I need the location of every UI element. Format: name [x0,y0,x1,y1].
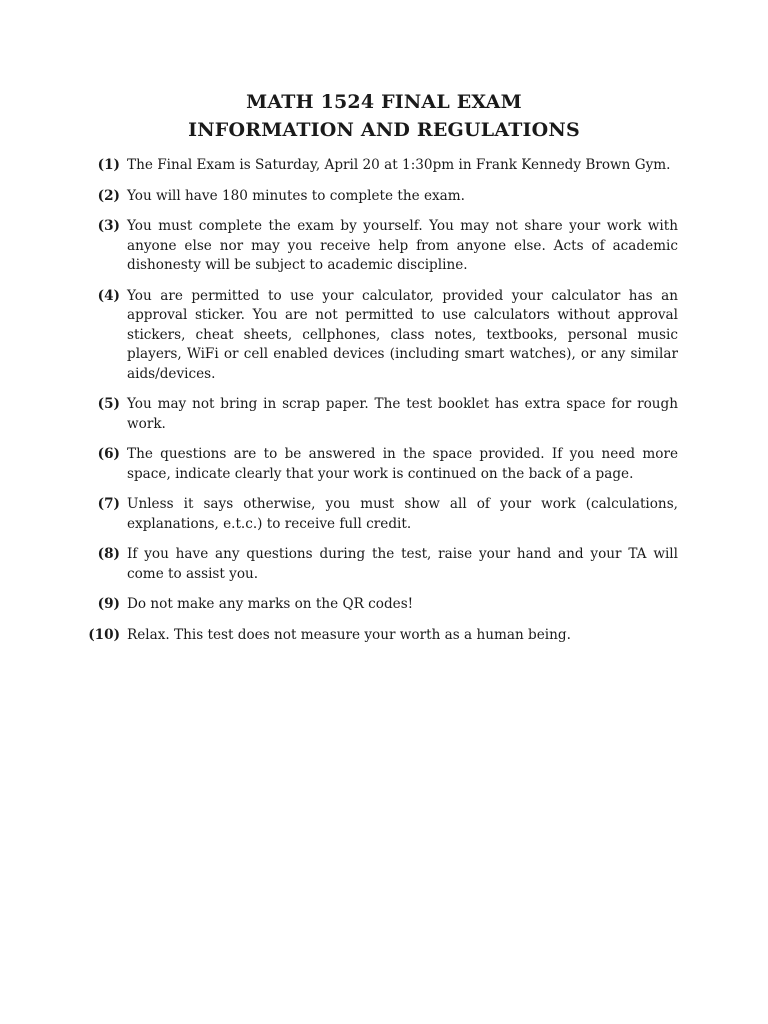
rule-text: Unless it says otherwise, you must show all of your work (calculations, explanations, e.t.c.) to receive full credit. [127,496,678,532]
rule-number: (7) [97,496,120,512]
rule-number: (3) [97,218,120,234]
rule-item-8 [0,545,768,584]
rule-text: You may not bring in scrap paper. The test booklet has extra space for rough work. [127,396,678,432]
rule-number: (5) [97,396,120,412]
rule-number: (2) [97,187,120,204]
rule-item-6 [0,445,768,484]
rule-number: (6) [97,446,120,462]
rule-text: You are permitted to use your calculator, provided your calculator has an approval sticker. You are not permitted to use calculators without approval stickers, cheat sheets, cellphones, class notes, textbooks, personal music players, WiFi or cell enabled devices (including smart watches), or any similar aids/devices. [127,287,678,382]
rule-text: The questions are to be answered in the space provided. If you need more space, indicate clearly that your work is continued on the back of a page. [127,446,678,482]
rule-number: (10) [88,626,120,643]
rule-number: (1) [97,157,120,173]
title-line-1: MATH 1524 FINAL EXAM [246,91,522,113]
document-title [0,88,768,144]
rule-item-4 [0,287,768,385]
rule-item-5 [0,395,768,434]
rule-number: (8) [97,546,120,562]
rule-item-3 [0,217,768,276]
rules-list [0,156,768,656]
rule-number: (4) [97,287,120,304]
rule-item-7 [0,495,768,534]
title-line-2: INFORMATION AND REGULATIONS [188,119,580,141]
rule-text: The Final Exam is Saturday, April 20 at 1:30pm in Frank Kennedy Brown Gym. [127,157,671,173]
rule-number: (9) [97,596,120,612]
rule-text: If you have any questions during the test, raise your hand and your TA will come to assist you. [127,546,678,582]
rule-item-9 [0,595,768,615]
rule-text: Relax. This test does not measure your worth as a human being. [127,626,571,643]
rule-text: Do not make any marks on the QR codes! [127,596,414,612]
rule-item-1 [0,156,768,176]
rule-text: You must complete the exam by yourself. You may not share your work with anyone else nor may you receive help from anyone else. Acts of academic dishonesty will be subject to academic discipline. [127,218,678,273]
rule-text: You will have 180 minutes to complete the exam. [127,187,465,204]
rule-item-2 [0,187,768,207]
rule-item-10 [0,626,768,646]
